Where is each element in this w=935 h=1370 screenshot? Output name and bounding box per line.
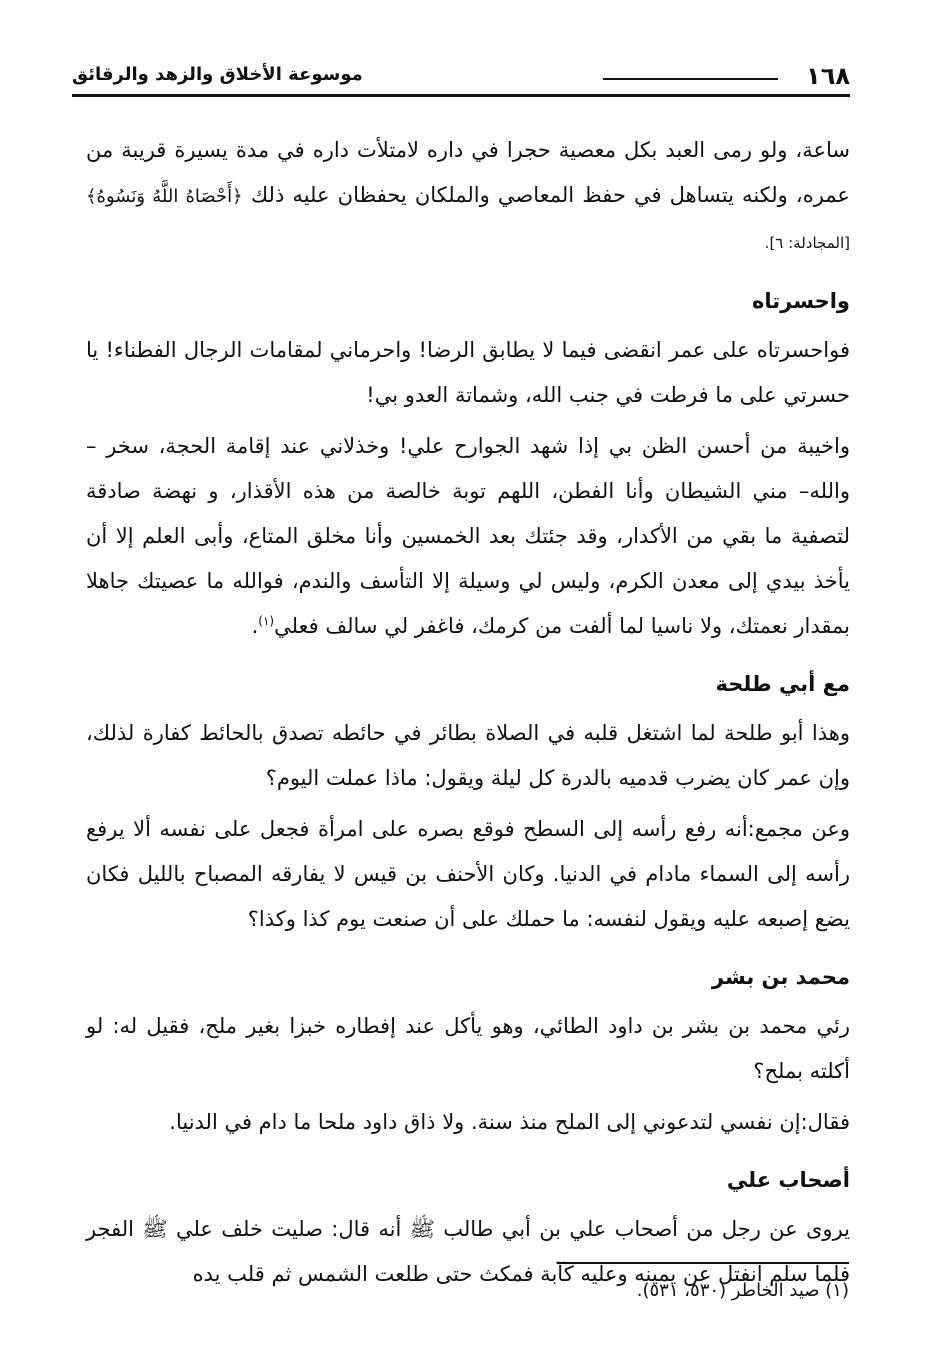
section-heading-abu-talha: مع أبي طلحة (715, 672, 850, 696)
paragraph-7: فقال:إن نفسي لتدعوني إلى الملح منذ سنة. ولا ذاق داود ملحا ما دام في الدنيا. (169, 1110, 850, 1134)
paragraph-3: واخيبة من أحسن الظن بي إذا شهد الجوارح علي! وخذلاني عند إقامة الحجة، سخر –والله– مني الشيطان وأنا الفطن، اللهم توبة خالصة من هذه الأقذار، و نهضة صادقة لتصفية ما بقي من الأكدار، وقد جئتك بعد الخمسين وأنا مخلق المتاع، وأبى العلم إلا أن يأخذ بيدي إلى معدن الكرم، وليس لي وسيلة إلا التأسف والندم، فوالله ما عصيتك جاهلا بمقدار نعمتك، ولا ناسيا لما ألفت من كرمك، فاغفر لي سالف فعلي$^{(١)}$. (86, 434, 850, 638)
quran-quote: ﴿أَحْصَاهُ اللَّهُ وَنَسُوهُ﴾ (86, 186, 243, 207)
quran-reference: [المجادلة: ٦]. (764, 234, 850, 252)
paragraph-4: وهذا أبو طلحة لما اشتغل قلبه في الصلاة بطائر في حائطه تصدق بالحائط كفارة لذلك، وإن عمر كان يضرب قدميه بالدرة كل ليلة ويقول: ماذا عملت اليوم؟ (86, 721, 850, 790)
footnote-rule (557, 1262, 849, 1264)
paragraph-1-text: ساعة، ولو رمى العبد بكل معصية حجرا في داره لامتلأت داره في مدة يسيرة قريبة من عمره، ولكنه يتساهل في حفظ المعاصي والملكان يحفظان عليه ذلك (86, 138, 850, 207)
page-body (86, 128, 850, 1303)
paragraph-5: وعن مجمع:أنه رفع رأسه إلى السطح فوقع بصره على امرأة فجعل على نفسه ألا يرفع رأسه إلى السماء مادام في الدنيا. وكان الأحنف بن قيس لا يفارقه المصباح بالليل فكان يضع إصبعه عليه ويقول لنفسه: ما حملك على أن صنعت يوم كذا وكذا؟ (86, 817, 850, 931)
footnote-marker: (١) (258, 614, 275, 628)
running-header (72, 54, 850, 97)
section-heading-wahasratah: واحسرتاه (752, 289, 850, 313)
paragraph-8: يروى عن رجل من أصحاب علي بن أبي طالب ﷺ أنه قال: صليت خلف علي ﷺ الفجر فلما سلم انفتل عن يمينه وعليه كآبة فمكث حتى طلعت الشمس ثم قلب يده (86, 1217, 850, 1286)
paragraph-3-text: واخيبة من أحسن الظن بي إذا شهد الجوارح علي! وخذلاني عند إقامة الحجة، سخر –والله– مني الشيطان وأنا الفطن، اللهم توبة خالصة من هذه الأقذار، و نهضة صادقة لتصفية ما بقي من الأكدار، وقد جئتك بعد الخمسين وأنا مخلق المتاع، وأبى العلم إلا أن يأخذ بيدي إلى معدن الكرم، وليس لي وسيلة إلا التأسف والندم، فوالله ما عصيتك جاهلا بمقدار نعمتك، ولا ناسيا لما ألفت من كرمك، فاغفر لي سالف فعلي (86, 434, 850, 638)
page-number: ١٦٨ (806, 62, 850, 90)
footnote: (١) صيد الخاطر (٥٣٠، ٥٣١). (636, 1280, 849, 1301)
book-title: موسوعة الأخلاق والزهد والرقائق (72, 64, 363, 85)
section-heading-ashab-ali: أصحاب علي (726, 1168, 850, 1192)
header-dash-rule (603, 78, 778, 80)
section-heading-muhammad-bin-bishr: محمد بن بشر (711, 965, 850, 989)
paragraph-6: رئي محمد بن بشر بن داود الطائي، وهو يأكل عند إفطاره خبزا بغير ملح، فقيل له: لو أكلته بملح؟ (86, 1014, 850, 1083)
paragraph-1 (86, 128, 850, 266)
paragraph-2: فواحسرتاه على عمر انقضى فيما لا يطابق الرضا! واحرماني لمقامات الرجال الفطناء! يا حسرتي على ما فرطت في جنب الله، وشماتة العدو بي! (86, 338, 850, 407)
